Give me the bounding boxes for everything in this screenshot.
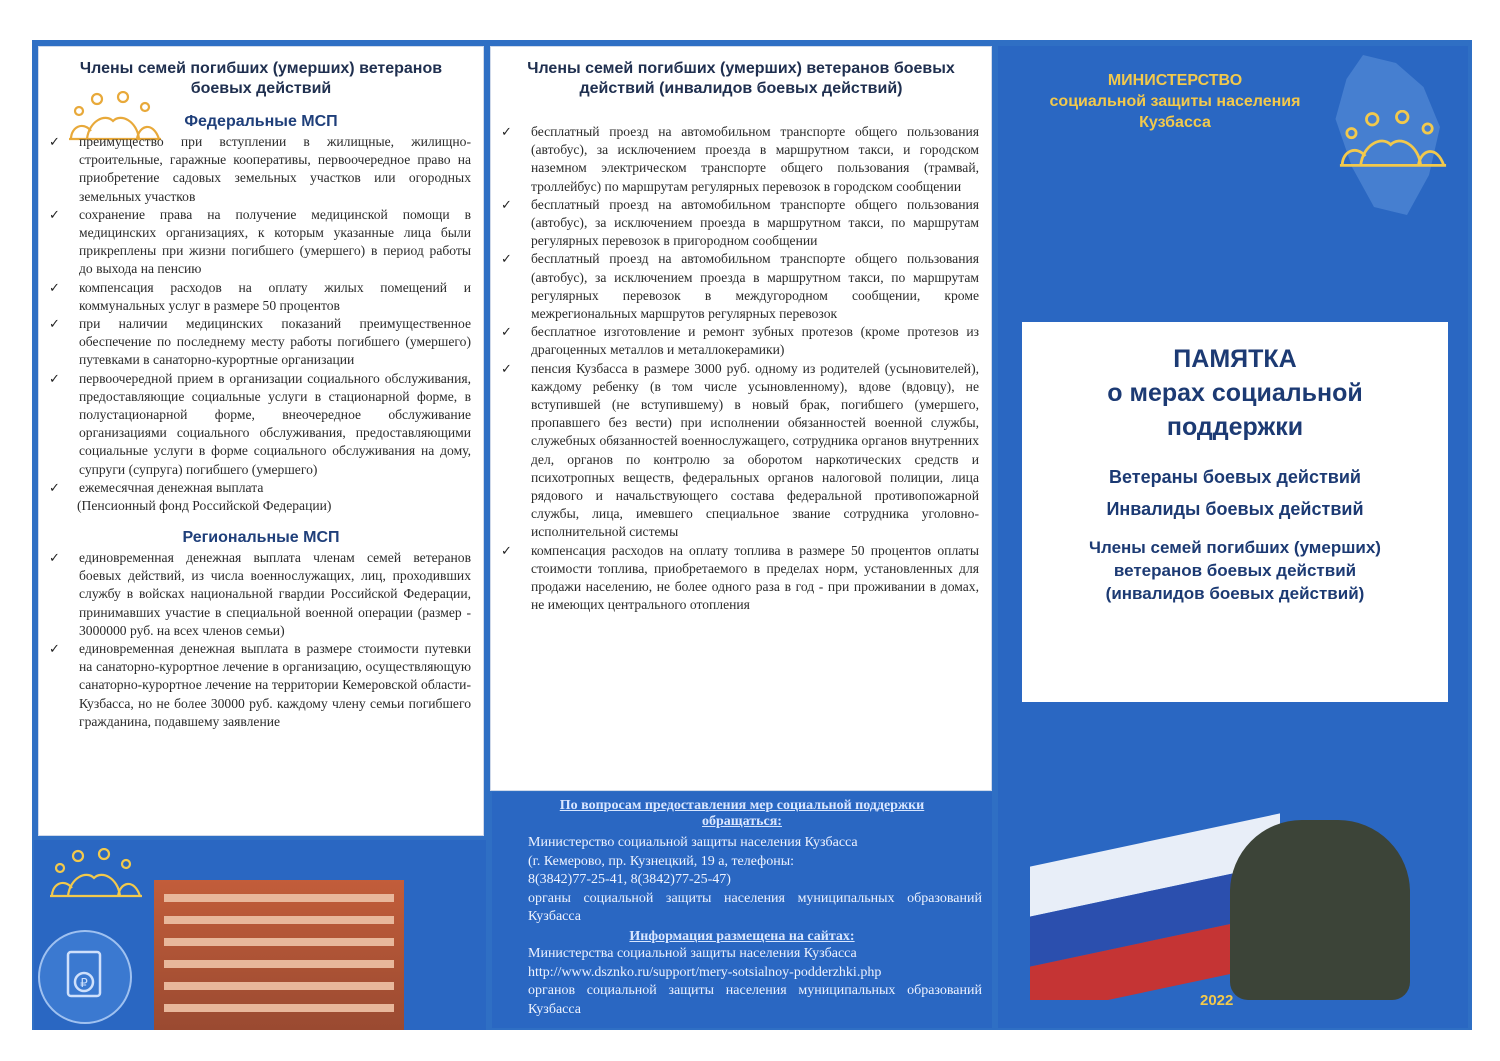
list-item: ✓ сохранение права на получение медицинской помощи в медицинских организациях, к которым указанные лица были прикреплены при жизни погибшего (умершего) в период работы до выхода на пенсию (39, 206, 471, 279)
list-item: ✓ компенсация расходов на оплату жилых помещений и коммунальных услуг в размере 50 процентов (39, 279, 471, 315)
website-link[interactable]: http://www.dsznko.ru/support/mery-sotsialnoy-podderzhki.php (528, 964, 882, 980)
federal-title: Федеральные МСП (184, 113, 338, 130)
category-veterans: Ветераны боевых действий (1109, 467, 1361, 487)
building-image (154, 880, 404, 1030)
category-families: Члены семей погибших (умерших) ветеранов боевых действий (инвалидов боевых действий) (1089, 538, 1381, 603)
info-line: Министерства социальной защиты населения Кузбасса (528, 945, 857, 961)
list-item: ✓ компенсация расходов на оплату топлива в размере 50 процентов оплаты стоимости топлива, приобретаемого в пределах норм, установленных для продажи населению, не более одного раза в год - при проживании в домах, не имеющих центрального отопления (491, 542, 979, 615)
cover-title: поддержки (1166, 413, 1304, 441)
ministry-name (1010, 70, 1340, 133)
list-item: ✓ бесплатный проезд на автомобильном транспорте общего пользования (автобус), за исключением проезда в маршрутном такси, по маршрутам регулярных перевозок в пригородном сообщении (491, 196, 979, 251)
ministry-line: социальной защиты населения (1049, 93, 1301, 110)
contact-line: органы социальной защиты населения муниципальных образований Кузбасса (528, 890, 982, 925)
cover-card (1022, 322, 1448, 702)
contacts-section (492, 792, 992, 1028)
list-item: ✓ пенсия Кузбасса в размере 3000 руб. одному из родителей (усыновителей), каждому ребенку (в том числе усыновленному), вдове (вдовцу), не вступившей (не вступившему) в новый брак, погибшего (умершего, пропавшего без вести) при исполнении обязанностей военной службы, служебных обязанностей военнослужащего, сотрудника органов внутренних дел, органов по контролю за оборотом наркотических средств и психотропных веществ, федеральных органов налоговой полиции, лица рядового и начальствующего состава федеральной противопожарной службы, лица, имевшего специальное звание сотрудника уголовно-исполнительной системы (491, 360, 979, 542)
family-logo-icon (1320, 110, 1466, 175)
list-item: ✓ единовременная денежная выплата в размере стоимости путевки на санаторно-курортное лечение в организацию, осуществляющую санаторно-курортное лечение на территории Кемеровской области-Кузбасса, но не более 30000 руб. каждому члену семьи погибшего гражданина, подавшему заявление (39, 640, 471, 731)
federal-note: (Пенсионный фонд Российской Федерации) (77, 498, 332, 514)
regional-list (39, 549, 483, 731)
list-item: ✓ бесплатный проезд на автомобильном транспорте общего пользования (автобус), за исключением проезда в маршрутном такси, по маршрутам регулярных перевозок в междугородном сообщении, кроме межрегиональных маршрутов регулярных перевозок (491, 250, 979, 323)
contact-line: Министерство социальной защиты населения Кузбасса (528, 835, 858, 850)
federal-list (39, 133, 483, 497)
soldier-flag-image (1020, 800, 1450, 1000)
info-line: органов социальной защиты населения муниципальных образований Кузбасса (528, 983, 982, 1017)
contacts-title: По вопросам предоставления мер социальной поддержки обращаться: (559, 798, 925, 829)
list-item: ✓ ежемесячная денежная выплата (39, 479, 471, 497)
regional-title: Региональные МСП (182, 529, 340, 547)
list-item: ✓ преимущество при вступлении в жилищные, жилищно-строительные, гаражные кооперативы, первоочередное право на приобретение садовых земельных участков или огородных земельных участков (39, 133, 471, 206)
year-label: 2022 (1200, 992, 1234, 1009)
contact-line: (г. Кемерово, пр. Кузнецкий, 19 а, телефоны: (528, 853, 794, 869)
list-item: ✓ бесплатный проезд на автомобильном транспорте общего пользования (автобус), за исключением проезда в маршрутном такси, и городском наземном электрическом транспорте общего пользования (трамвай, троллейбус) по маршрутам регулярных перевозок в городском сообщении (491, 123, 979, 196)
category-invalids: Инвалиды боевых действий (1106, 499, 1364, 519)
middle-panel (490, 46, 992, 791)
ministry-line: Кузбасса (1139, 114, 1211, 131)
cover-title: о мерах социальной (1107, 379, 1363, 407)
contact-line: 8(3842)77-25-41, 8(3842)77-25-47) (528, 872, 731, 888)
list-item: ✓ бесплатное изготовление и ремонт зубных протезов (кроме протезов из драгоценных металлов и металлокерамики) (491, 323, 979, 359)
svg-text:₽: ₽ (80, 976, 88, 990)
middle-list (491, 123, 991, 614)
left-heading: Члены семей погибших (умерших) ветеранов боевых действий (79, 60, 443, 97)
building-photo (34, 840, 486, 1030)
info-title: Информация размещена на сайтах: (629, 928, 855, 944)
ministry-line: МИНИСТЕРСТВО (1107, 72, 1243, 89)
middle-heading: Члены семей погибших (умерших) ветеранов боевых действий (инвалидов боевых действий) (527, 60, 955, 97)
cover-title: ПАМЯТКА (1173, 345, 1297, 373)
list-item: ✓ первоочередной прием в организации социального обслуживания, предоставляющие социальные услуги в стационарной форме, в полустационарной форме, внеочередное обслуживание организациями социального обслуживания, предоставляющими социальные услуги в форме социального обслуживания на дому, супруги (супруга) погибшего (умершего) (39, 370, 471, 479)
family-logo-icon (48, 848, 144, 905)
left-panel (38, 46, 484, 836)
list-item: ✓ при наличии медицинских показаний преимущественное обеспечение по последнему месту работы погибшего (умершего) путевками в санаторно-курортные организации (39, 315, 471, 370)
list-item: ✓ единовременная денежная выплата членам семей ветеранов боевых действий, из числа военнослужащих, лиц, проходивших службу в войсках национальной гвардии Российской Федерации, принимавших участие в специальной военной операции (размер - 3000000 руб. на всех членов семьи) (39, 549, 471, 640)
document-icon (38, 930, 132, 1024)
